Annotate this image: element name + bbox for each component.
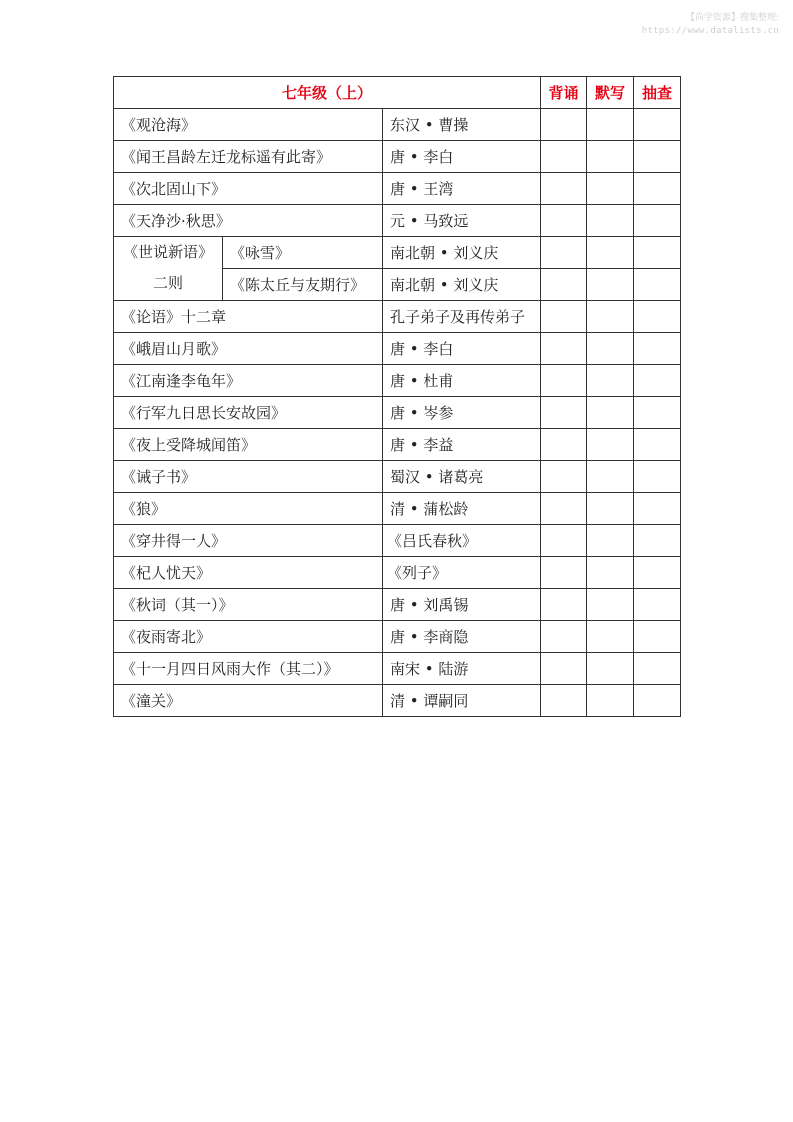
- checkbox-cell-dictation[interactable]: [587, 461, 634, 493]
- checkbox-cell-dictation[interactable]: [587, 397, 634, 429]
- checkbox-cell-spot-check[interactable]: [634, 269, 681, 301]
- checkbox-cell-dictation[interactable]: [587, 333, 634, 365]
- table-row: [114, 397, 681, 429]
- poem-author: 元 • 马致远: [383, 205, 541, 237]
- poem-title: 《行军九日思长安故园》: [114, 397, 383, 429]
- table-row: [114, 173, 681, 205]
- checkbox-cell-spot-check[interactable]: [634, 589, 681, 621]
- watermark-source: 【尚学资源】搜集整理:: [685, 13, 779, 23]
- checkbox-cell-dictation[interactable]: [587, 237, 634, 269]
- poem-title: 《江南逢李龟年》: [114, 365, 383, 397]
- group-subtitle: 二则: [152, 274, 183, 292]
- poem-author: 东汉 • 曹操: [383, 109, 541, 141]
- poem-title: 《诫子书》: [114, 461, 383, 493]
- poem-title: 《峨眉山月歌》: [114, 333, 383, 365]
- poem-title: 《夜上受降城闻笛》: [114, 429, 383, 461]
- checkbox-cell-spot-check[interactable]: [634, 461, 681, 493]
- poem-title: 《狼》: [114, 493, 383, 525]
- table-row: [114, 621, 681, 653]
- poem-title: 《次北固山下》: [114, 173, 383, 205]
- checkbox-cell-spot-check[interactable]: [634, 109, 681, 141]
- checkbox-cell-spot-check[interactable]: [634, 621, 681, 653]
- checkbox-cell-recite[interactable]: [541, 269, 587, 301]
- poem-title: 《杞人忧天》: [114, 557, 383, 589]
- checkbox-cell-recite[interactable]: [541, 493, 587, 525]
- poem-author: 清 • 蒲松龄: [383, 493, 541, 525]
- checkbox-cell-spot-check[interactable]: [634, 365, 681, 397]
- column-header-recite: 背诵: [541, 77, 587, 109]
- table-row: [114, 109, 681, 141]
- poem-title: 《陈太丘与友期行》: [223, 269, 383, 301]
- poem-title: 《咏雪》: [223, 237, 383, 269]
- poem-author: 南宋 • 陆游: [383, 653, 541, 685]
- checkbox-cell-spot-check[interactable]: [634, 333, 681, 365]
- checkbox-cell-recite[interactable]: [541, 461, 587, 493]
- poem-author: 唐 • 李白: [383, 141, 541, 173]
- poem-author: 唐 • 刘禹锡: [383, 589, 541, 621]
- checkbox-cell-spot-check[interactable]: [634, 653, 681, 685]
- checkbox-cell-dictation[interactable]: [587, 173, 634, 205]
- poem-author: 孔子弟子及再传弟子: [383, 301, 541, 333]
- checkbox-cell-dictation[interactable]: [587, 109, 634, 141]
- checkbox-cell-spot-check[interactable]: [634, 493, 681, 525]
- checkbox-cell-dictation[interactable]: [587, 493, 634, 525]
- table-row: [114, 365, 681, 397]
- checkbox-cell-recite[interactable]: [541, 109, 587, 141]
- header-row: [114, 77, 681, 109]
- checkbox-cell-dictation[interactable]: [587, 429, 634, 461]
- table-row: [114, 333, 681, 365]
- checkbox-cell-recite[interactable]: [541, 333, 587, 365]
- poem-author: 蜀汉 • 诸葛亮: [383, 461, 541, 493]
- poem-author: 唐 • 岑参: [383, 397, 541, 429]
- poem-checklist-table: [113, 76, 681, 717]
- checkbox-cell-recite[interactable]: [541, 685, 587, 717]
- poem-author: 南北朝 • 刘义庆: [383, 237, 541, 269]
- checkbox-cell-spot-check[interactable]: [634, 141, 681, 173]
- checkbox-cell-recite[interactable]: [541, 397, 587, 429]
- checkbox-cell-recite[interactable]: [541, 589, 587, 621]
- checkbox-cell-recite[interactable]: [541, 525, 587, 557]
- poem-title: 《天净沙·秋思》: [114, 205, 383, 237]
- checkbox-cell-recite[interactable]: [541, 301, 587, 333]
- poem-author: 唐 • 杜甫: [383, 365, 541, 397]
- checkbox-cell-dictation[interactable]: [587, 557, 634, 589]
- checkbox-cell-spot-check[interactable]: [634, 237, 681, 269]
- checkbox-cell-dictation[interactable]: [587, 301, 634, 333]
- group-title-cell: [114, 237, 223, 301]
- checkbox-cell-dictation[interactable]: [587, 365, 634, 397]
- checkbox-cell-recite[interactable]: [541, 653, 587, 685]
- checkbox-cell-dictation[interactable]: [587, 141, 634, 173]
- table-row: [114, 301, 681, 333]
- checkbox-cell-spot-check[interactable]: [634, 685, 681, 717]
- table-row: [114, 141, 681, 173]
- watermark-url: https://www.datalists.cn: [641, 26, 779, 36]
- checkbox-cell-dictation[interactable]: [587, 685, 634, 717]
- poem-title: 《穿井得一人》: [114, 525, 383, 557]
- table-row: [114, 461, 681, 493]
- table-row: [114, 429, 681, 461]
- checkbox-cell-recite[interactable]: [541, 173, 587, 205]
- table-row: [114, 653, 681, 685]
- table-row: [114, 685, 681, 717]
- poem-title: 《潼关》: [114, 685, 383, 717]
- table-row: [114, 205, 681, 237]
- checkbox-cell-recite[interactable]: [541, 365, 587, 397]
- table-row: [114, 557, 681, 589]
- checkbox-cell-spot-check[interactable]: [634, 397, 681, 429]
- checkbox-cell-spot-check[interactable]: [634, 429, 681, 461]
- column-header-dictation: 默写: [587, 77, 634, 109]
- poem-title: 《夜雨寄北》: [114, 621, 383, 653]
- checkbox-cell-recite[interactable]: [541, 205, 587, 237]
- poem-title: 《秋词（其一）》: [114, 589, 383, 621]
- checkbox-cell-recite[interactable]: [541, 429, 587, 461]
- checkbox-cell-dictation[interactable]: [587, 205, 634, 237]
- checkbox-cell-recite[interactable]: [541, 237, 587, 269]
- checkbox-cell-spot-check[interactable]: [634, 301, 681, 333]
- table-row: [114, 493, 681, 525]
- checkbox-cell-dictation[interactable]: [587, 269, 634, 301]
- poem-author: 唐 • 李白: [383, 333, 541, 365]
- poem-title: 《十一月四日风雨大作（其二）》: [114, 653, 383, 685]
- checkbox-cell-dictation[interactable]: [587, 589, 634, 621]
- checkbox-cell-recite[interactable]: [541, 141, 587, 173]
- table-row: [114, 237, 681, 269]
- column-header-spot-check: 抽查: [634, 77, 681, 109]
- checkbox-cell-dictation[interactable]: [587, 621, 634, 653]
- watermark: [642, 12, 779, 38]
- poem-author: 唐 • 王湾: [383, 173, 541, 205]
- poem-author: 唐 • 李商隐: [383, 621, 541, 653]
- poem-author: 《列子》: [383, 557, 541, 589]
- table-row: [114, 525, 681, 557]
- poem-author: 南北朝 • 刘义庆: [383, 269, 541, 301]
- grade-title: 七年级（上）: [114, 77, 541, 109]
- group-title: 《世说新语》: [122, 243, 213, 261]
- checkbox-cell-spot-check[interactable]: [634, 173, 681, 205]
- checkbox-cell-spot-check[interactable]: [634, 205, 681, 237]
- checkbox-cell-spot-check[interactable]: [634, 525, 681, 557]
- checkbox-cell-dictation[interactable]: [587, 525, 634, 557]
- poem-title: 《论语》十二章: [114, 301, 383, 333]
- poem-title: 《观沧海》: [114, 109, 383, 141]
- poem-title: 《闻王昌龄左迁龙标遥有此寄》: [114, 141, 383, 173]
- checkbox-cell-dictation[interactable]: [587, 653, 634, 685]
- poem-author: 唐 • 李益: [383, 429, 541, 461]
- table-row: [114, 589, 681, 621]
- checkbox-cell-recite[interactable]: [541, 621, 587, 653]
- checkbox-cell-recite[interactable]: [541, 557, 587, 589]
- poem-author: 《吕氏春秋》: [383, 525, 541, 557]
- checkbox-cell-spot-check[interactable]: [634, 557, 681, 589]
- poem-author: 清 • 谭嗣同: [383, 685, 541, 717]
